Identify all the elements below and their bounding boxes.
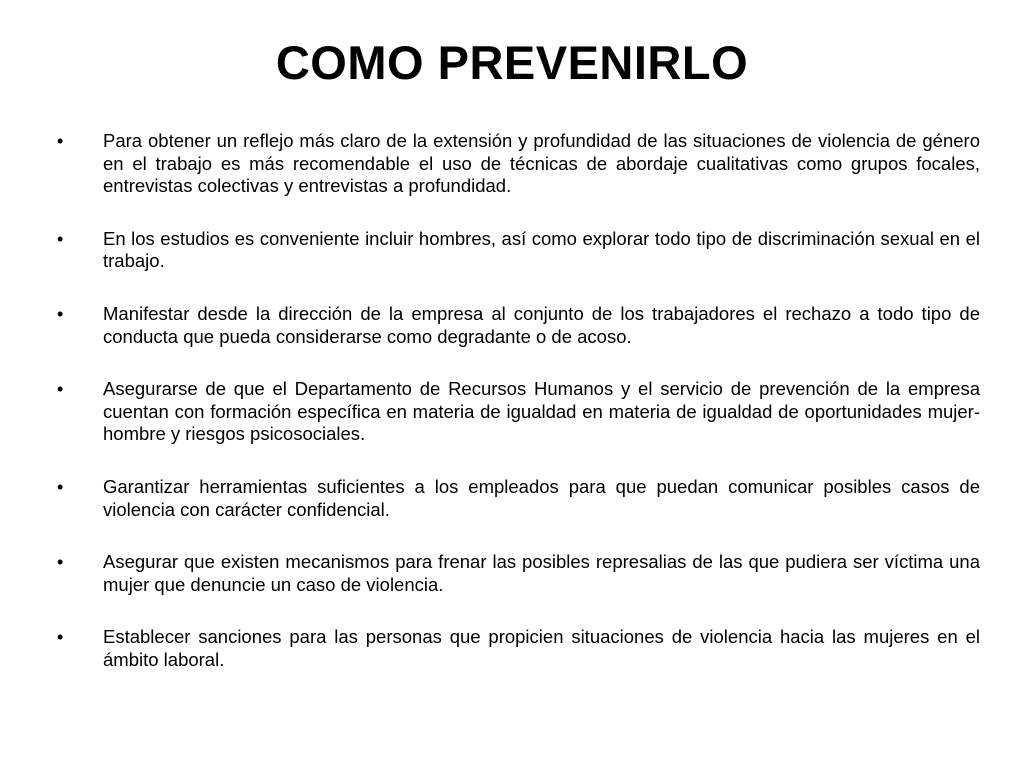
bullet-list [55,130,980,702]
bullet-text: Para obtener un reflejo más claro de la extensión y profundidad de las situaciones de violencia de género en el trabajo es más recomendable el uso de técnicas de abordaje cualitativas como grupos focales, entrevistas colectivas y entrevistas a profundidad. [103,130,980,197]
bullet-item [55,378,980,446]
bullet-icon: • [57,379,64,400]
bullet-icon: • [57,552,64,573]
bullet-text: Manifestar desde la dirección de la empresa al conjunto de los trabajadores el rechazo a todo tipo de conducta que pueda considerarse como degradante o de acoso. [103,302,980,347]
bullet-text: Garantizar herramientas suficientes a los empleados para que puedan comunicar posibles casos de violencia con carácter confidencial. [103,475,980,520]
bullet-item [55,228,980,273]
bullet-icon: • [57,476,64,497]
bullet-item [55,476,980,521]
bullet-item [55,626,980,671]
bullet-item [55,303,980,348]
bullet-icon: • [57,627,64,648]
bullet-icon: • [57,303,64,324]
bullet-text: En los estudios es conveniente incluir hombres, así como explorar todo tipo de discriminación sexual en el trabajo. [103,227,980,272]
bullet-icon: • [57,228,64,249]
bullet-item [55,130,980,198]
bullet-item [55,551,980,596]
bullet-icon: • [57,131,64,151]
slide-title: COMO PREVENIRLO [275,36,749,89]
bullet-text: Establecer sanciones para las personas que propicien situaciones de violencia hacia las mujeres en el ámbito laboral. [103,626,980,670]
bullet-text: Asegurarse de que el Departamento de Recursos Humanos y el servicio de prevención de la empresa cuentan con formación específica en materia de igualdad en materia de igualdad de oportunidades mujer-hombre y riesgos psicosociales. [103,378,980,445]
bullet-text: Asegurar que existen mecanismos para frenar las posibles represalias de las que pudiera ser víctima una mujer que denuncie un caso de violencia. [103,551,980,595]
